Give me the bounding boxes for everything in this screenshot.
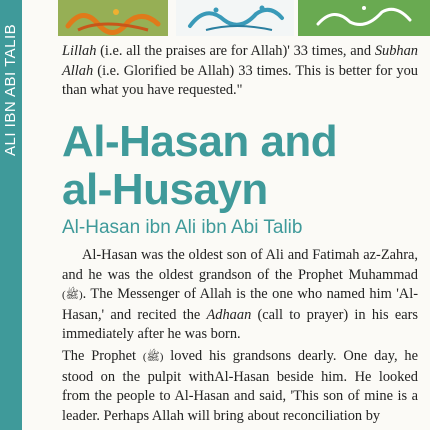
- running-head-label: ALI IBN ABI TALIB: [2, 23, 19, 156]
- heading-line-1: Al-Hasan and: [62, 117, 338, 166]
- chapter-heading: [62, 118, 337, 214]
- honorific-icon: (ﷺ): [142, 351, 164, 363]
- heading-line-2: al-Husayn: [62, 165, 268, 214]
- honorific-icon: (ﷺ): [62, 289, 83, 301]
- body-paragraph-2: The Prophet (ﷺ) loved his grandsons dearly. One day, he stood on the pulpit withAl-Hasan beside him. He looked from the people to Al-Hasan and said, 'This son of mine is a leader. Perhaps Allah will bring about reconciliation by: [62, 348, 419, 424]
- side-strip: [0, 0, 22, 430]
- intro-paragraph: Lillah (i.e. all the praises are for Allah)' 33 times, and Subhan Allah (i.e. Glorified be Allah) 33 times. This is better for you than what you have requested.": [62, 43, 418, 98]
- header-images: [58, 0, 430, 36]
- calligraphy-gold-icon: [58, 0, 168, 36]
- calligraphy-blue-icon: [176, 0, 294, 36]
- calligraphy-green-icon: [298, 0, 430, 36]
- section-subheading: Al-Hasan ibn Ali ibn Abi Talib: [62, 217, 303, 238]
- body-paragraph-1: Al-Hasan was the oldest son of Ali and Fatimah az-Zahra, and he was the oldest grandson of the Prophet Muhammad (ﷺ). The Messenger of Allah is the one who named him 'Al-Hasan,' and recited the Adhaan (call to prayer) in his ears immediately after he was born.: [62, 247, 418, 342]
